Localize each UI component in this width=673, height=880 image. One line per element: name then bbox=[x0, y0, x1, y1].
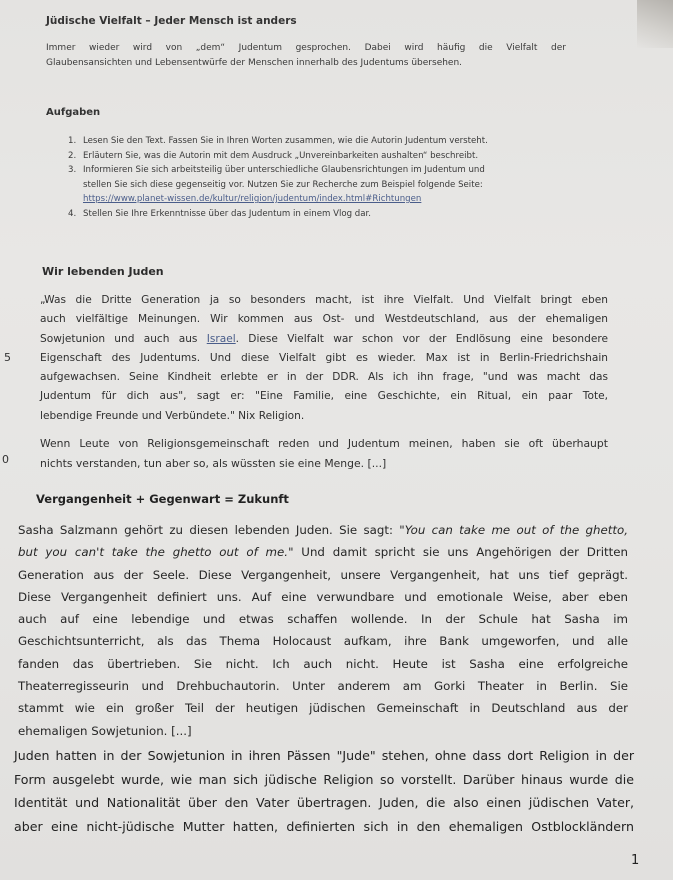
task-text: Informieren Sie sich arbeitsteilig über unterschiedliche Glaubensrichtungen im Judentum und bbox=[83, 165, 485, 175]
task-text-continued: stellen Sie sich diese gegenseitig vor. Nutzen Sie zur Recherche zum Beispiel folgende Seite: bbox=[83, 179, 483, 190]
task-number: 2. bbox=[68, 150, 77, 161]
text-line: Geschichtsunterricht, als das Thema Holocaust aufkam, ihre Bank umgeworfen, und alle bbox=[18, 634, 628, 649]
text-line: aber eine nicht-jüdische Mutter hatten, definierten sich in den ehemaligen Ostblockländern bbox=[14, 818, 634, 834]
text-line: stammt wie ein großer Teil der heutigen jüdischen Gemeinschaft in Deutschland aus der bbox=[18, 701, 628, 716]
text-line: nichts verstanden, tun aber so, als wüssten sie eine Menge. [...] bbox=[40, 456, 387, 470]
tasks-list bbox=[68, 134, 488, 221]
text-line: Wenn Leute von Religionsgemeinschaft reden und Judentum meinen, haben sie oft überhaupt bbox=[40, 437, 608, 450]
paragraph-sowjetunion bbox=[14, 744, 634, 838]
line-number-5: 5 bbox=[4, 351, 11, 364]
task-number: 4. bbox=[68, 208, 77, 219]
text-line: Diese Vergangenheit definiert uns. Auf eine verwundbare und emotionale Weise, aber eben bbox=[18, 589, 628, 604]
text-line bbox=[18, 519, 628, 541]
text-fragment: Sowjetunion und auch aus bbox=[40, 332, 207, 345]
text-line: aufgewachsen. Seine Kindheit erlebte er in der DDR. Als ich ihn frage, "und was macht das bbox=[40, 371, 608, 384]
section-heading-lebende-juden: Wir lebenden Juden bbox=[42, 265, 164, 278]
task-number: 3. bbox=[68, 165, 77, 175]
section-heading-vergangenheit: Vergangenheit + Gegenwart = Zukunft bbox=[36, 492, 289, 506]
text-line: „Was die Dritte Generation ja so besonders macht, ist ihre Vielfalt. Und Vielfalt bringt eben bbox=[40, 294, 608, 306]
page-fold-shadow bbox=[637, 0, 673, 48]
paragraph-vielfalt bbox=[40, 291, 608, 426]
line-number-10: 0 bbox=[2, 453, 9, 466]
task-text: Lesen Sie den Text. Fassen Sie in Ihren Worten zusammen, wie die Autorin Judentum versteht. bbox=[83, 136, 488, 146]
text-line bbox=[40, 330, 608, 349]
document-title: Jüdische Vielfalt – Jeder Mensch ist anders bbox=[46, 15, 297, 27]
text-fragment: Sasha Salzmann gehört zu diesen lebenden Juden. Sie sagt: " bbox=[18, 523, 405, 537]
text-line: lebendige Freunde und Verbündete." Nix Religion. bbox=[40, 409, 305, 422]
task-item bbox=[68, 163, 488, 178]
task-item bbox=[68, 134, 488, 149]
paragraph-religionsgemeinschaft bbox=[40, 434, 608, 473]
tasks-heading: Aufgaben bbox=[46, 107, 101, 118]
israel-link[interactable]: Israel bbox=[206, 332, 236, 345]
text-line: fanden das übertrieben. Sie nicht. Ich auch nicht. Heute ist Sasha eine erfolgreiche bbox=[18, 656, 628, 671]
text-line: Form ausgelebt wurde, wie man sich jüdische Religion so vorstellt. Darüber hinaus wurde die bbox=[14, 771, 634, 787]
text-line: Theaterregisseurin und Drehbuchautorin. Unter anderem am Gorki Theater in Berlin. Sie bbox=[18, 679, 628, 694]
intro-paragraph bbox=[46, 41, 566, 71]
text-line: Juden hatten in der Sowjetunion in ihren Pässen "Jude" stehen, ohne dass dort Religion in der bbox=[14, 748, 634, 763]
task-item bbox=[68, 207, 488, 222]
quote-italic: You can take me out of the ghetto, bbox=[404, 523, 629, 537]
text-fragment: . Diese Vielfalt war schon vor der Endlösung eine besondere bbox=[235, 332, 608, 345]
text-line: Identität und Nationalität über den Vater übertragen. Juden, die also einen jüdischen Vater, bbox=[14, 795, 634, 810]
task-number: 1. bbox=[68, 136, 77, 146]
text-line: auch auf eine lebendige und etwas schaffen wollende. In der Schule hat Sasha im bbox=[18, 612, 628, 627]
text-line: Judentum für dich aus", sagt er: "Eine Familie, eine Geschichte, ein Ritual, ein paar Tote, bbox=[40, 390, 608, 403]
page-number: 1 bbox=[631, 853, 640, 868]
task-link-line bbox=[68, 192, 488, 207]
text-line bbox=[18, 541, 628, 563]
planet-wissen-link[interactable]: https://www.planet-wissen.de/kultur/religion/judentum/index.html#Richtungen bbox=[83, 194, 422, 204]
text-line: ehemaligen Sowjetunion. [...] bbox=[18, 723, 192, 738]
text-fragment: " Und damit spricht sie uns Angehörigen der Dritten bbox=[288, 545, 629, 560]
text-line: Generation aus der Seele. Diese Vergangenheit, unsere Vergangenheit, hat uns tief geprägt. bbox=[18, 567, 628, 582]
task-item bbox=[68, 149, 488, 164]
task-text: Erläutern Sie, was die Autorin mit dem Ausdruck „Unvereinbarkeiten aushalten“ beschreibt. bbox=[83, 150, 479, 161]
text-line: Eigenschaft des Judentums. Und diese Vielfalt gibt es wieder. Max ist in Berlin-Friedrichshain bbox=[40, 351, 608, 364]
task-text: Stellen Sie Ihre Erkenntnisse über das Judentum in einem Vlog dar. bbox=[83, 208, 372, 219]
text-line: auch vielfältige Meinungen. Wir kommen aus Ost- und Westdeutschland, aus der ehemaligen bbox=[40, 313, 608, 326]
intro-line: Glaubensansichten und Lebensentwürfe der Menschen innerhalb des Judentums übersehen. bbox=[46, 58, 463, 68]
intro-line: Immer wieder wird von „dem“ Judentum gesprochen. Dabei wird häufig die Vielfalt der bbox=[46, 43, 566, 53]
quote-italic: but you can't take the ghetto out of me. bbox=[18, 545, 289, 560]
paragraph-sasha-salzmann bbox=[18, 519, 628, 742]
